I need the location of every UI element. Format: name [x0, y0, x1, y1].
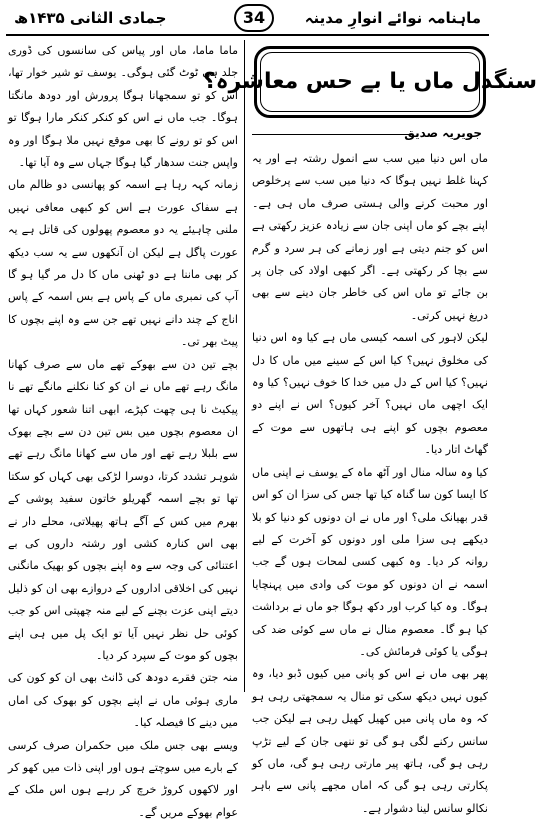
paragraph: ویسے بھی جس ملک میں حکمران صرف کرسی کے بارے میں سوچتے ہوں اور اپنی ذات میں کھو کر اور لاکھوں کروڑ خرچ کر رہے ہوں اس ملک کے عوام بھوکے مریں گے۔ [8, 738, 238, 819]
title-frame [202, 46, 537, 118]
left-column [8, 40, 238, 819]
paragraph: ماں اس دنیا میں سب سے انمول رشتہ ہے اور یہ کہنا غلط نہیں ہوگا کہ دنیا میں سب سے پرخلوص اور محبت کرنے والی ہستی صرف ماں ہی ہے۔ اپنے بچے کو ماں اپنی جان سے زیادہ عزیز رکھتی ہے اس کو جنم دیتی ہے اور زمانے کی ہر سرد و گرم سے بچا کر رکھتی ہے۔ اگر کبھی اولاد کی جان پر بن جائے تو ماں اس کی خاطر جان دینے سے بھی دریغ نہیں کرتی۔ [252, 152, 488, 322]
column-divider [244, 40, 245, 692]
issue-date: جمادی الثانی ۱۴۳۵ھ [14, 9, 167, 27]
page-header [6, 6, 489, 36]
author-rule [252, 134, 412, 135]
author-row [252, 122, 488, 146]
paragraph: بچے تین دن سے بھوکے تھے ماں سے صرف کھانا مانگ رہے تھے ماں نے ان کو کنا نکلنے مانگے تھے نا پیکیٹ نا ہی چھت کپڑے، ابھی اتنا شعور کہاں تھا ان معصوم بچوں میں بس تین دن سے بچے بھوک سے بلبلا رہے تھے اور ماں سے کھانا مانگ رہے تھے شوہر تشدد کرتا، دوسرا لڑکی بھی کہاں کو سکتا تھا تو بچے اسمہ گھریلو خاتون سفید پوشی کے بھرم میں کس کے آگے ہاتھ پھیلاتی، محلے دار نے بھی اس کنارہ کشی اور رشتہ داروں کی بے اعتنائی کی وجہ سے وہ اپنے بچوں کو بھیک مانگنی نہیں کی اخلاقی اداروں کے دروازے بھی ان کو ذلیل دیتے اپنی عزت بچنے کے لیے منہ چھپتی اس کو جب کوئی حل نظر نہیں آیا تو ایک پل میں ہی اپنے بچوں کو موت کے سپرد کر دیا۔ [8, 357, 238, 662]
page-number: 34 [234, 4, 274, 32]
paragraph: کیا وہ سالہ منال اور آٹھ ماہ کے یوسف نے اپنی ماں کا ایسا کون سا گناہ کیا تھا جس کی سزا ان کو اس قدر بھیانک ملی؟ اور ماں نے ان دونوں کو دنیا کو بلا دیکھے ہی سزا ملی اور دونوں کو آخرت کے لیے روانہ کر دیا۔ وہ کبھی کسی لمحات ہوں گے جب اسمہ نے ان دونوں کو موت کی وادی میں پہنچایا ہوگا۔ وہ کیا کرب اور دکھ ہوگا جو ماں نے برداشت کیا ہو گا۔ معصوم منال نے ماں سے کوئی ضد کی ہوگی یا کوئی فرمائش کی۔ [252, 465, 488, 658]
paragraph: پھر بھی ماں نے اس کو پانی میں کیوں ڈبو دیا، وہ کیوں نہیں دیکھ سکی تو منال یہ سمجھتی رہی ہو کہ وہ ماں پانی میں کھیل کھیل رہی ہے لیکن جب سانس رکنے لگی ہو گی تو ننھی جان کے لیے تڑپ رہی ہو گی، ہاتھ پیر مارتی رہی ہو گی، ماں کو پکارتی رہی ہو گی کہ اماں مجھے پانی سے باہر نکالو سانس لینا دشوار ہے۔ [252, 667, 488, 815]
right-column [202, 40, 537, 815]
paragraph: زمانہ کہہ رہا ہے اسمہ کو پھانسی دو ظالم ماں ہے سفاک عورت ہے اس کو کبھی معافی نہیں ملنی چاہیئے یہ دو معصوم پھولوں کی قاتل ہے یہ عورت پاگل ہے لیکن ان آنکھوں سے یہ سب دیکھ کر بھی ماننا ہے دو ٹھنی ماں کا دل مر گیا ہو گا آپ کی نمبری ماں کے پاس ہے بس اسمہ کے پاس اناج کے چند دانے نہیں تھے جن سے وہ اپنے بچوں کا پیٹ بھر تی۔ [8, 178, 238, 349]
article-title: سنگدل ماں یا بے حس معاشرہ؟ [202, 69, 537, 94]
paragraph: لیکن لاہور کی اسمہ کیسی ماں ہے کیا وہ اس دنیا کی مخلوق نہیں؟ کیا اس کے سینے میں ماں کا دل نہیں؟ کیا اس کے دل میں خدا کا خوف نہیں؟ کیا وہ ایک اچھی ماں نہیں؟ آخر کیوں؟ اس نے اپنے دو معصوم بچوں کو اپنے ہی ہاتھوں سے موت کے گھاٹ اتار دیا۔ [252, 331, 488, 457]
author-name: جویریہ صدیق [404, 126, 482, 140]
paragraph: ماما ماما، ماں اور پیاس کی سانسوں کی ڈوری جلد ہی ٹوٹ گئی ہوگی۔ یوسف تو شیر خوار تھا، اس کو تو سمجھانا ہوگا پرورش اور دودھ مانگتا ہوگا۔ جب ماں نے اس کو کنکر کنکر مارا ہوگا تو اس کو تو رونے کا بھی موقع نہیں ملا ہوگا اور وہ واپس جنت سدھار گیا ہوگا جہاں سے وہ آیا تھا۔ [8, 44, 238, 170]
paragraph: منہ جتن فقرے دودھ کی ڈانٹ بھی ان کو کون کی ماری ہوئی ماں نے اپنے بچوں کو بھوک کی اماں میں دینے کا فیصلہ کیا۔ [8, 671, 238, 730]
magazine-name: ماہنامہ نوائے انوارِ مدینہ [304, 9, 481, 27]
